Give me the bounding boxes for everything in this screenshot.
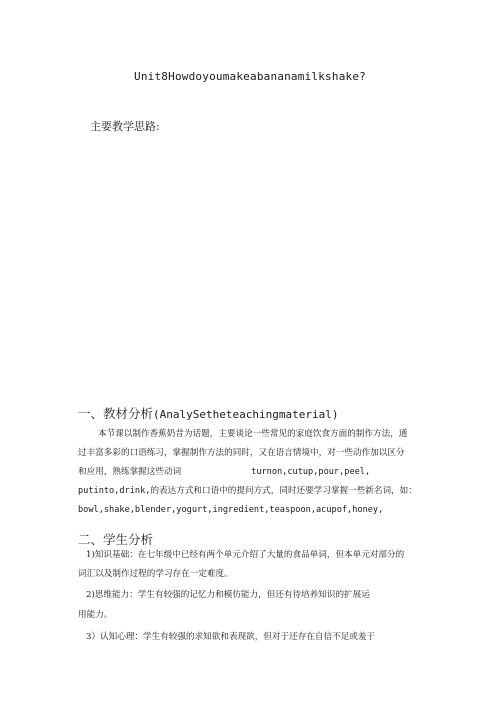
paragraph-line (78, 487, 417, 496)
section-heading-student-analysis: 二、学生分析 (78, 532, 154, 547)
paragraph-line: 2)思维能力：学生有较强的记忆力和模仿能力，但还有待培养知识的扩展运 (86, 590, 370, 600)
noun-list: bowl,shake,blender,yogurt,ingredient,teaspoon,acupof,honey, (78, 505, 384, 515)
paragraph-line: 用能力。 (78, 610, 113, 620)
paragraph-line: 词汇以及制作过程的学习存在一定难度。 (78, 569, 233, 579)
paragraph-line: 过丰富多彩的口语练习，掌握制作方法的同时，又在语言情境中，对一些动作加以区分 (78, 448, 405, 458)
paragraph-text-cn: 和应用，熟练掌握这些动词 (78, 467, 182, 477)
verb-list: turnon,cutup,pour,peel, (251, 467, 371, 477)
teaching-ideas-label: 主要教学思路: (90, 120, 160, 133)
paragraph-line (78, 468, 370, 477)
section-heading-english: (AnalySetheteachingmaterial) (153, 408, 339, 421)
document-title: Unit8Howdoyoumakeabananamilkshake? (134, 70, 366, 83)
section-heading-material-analysis (78, 404, 338, 422)
paragraph-text-cn: 的表达方式和口语中的提问方式，同时还要学习掌握一些新名词，如： (150, 486, 417, 496)
paragraph-line: 本节课以制作香蕉奶昔为话题，主要谈论一些常见的家庭饮食方面的制作方法，通 (98, 429, 408, 439)
verb-list-continued: putinto,drink, (78, 486, 151, 496)
paragraph-line: 3）认知心理：学生有较强的求知欲和表现欲，但对于还存在自信不足或羞于 (86, 632, 376, 642)
paragraph-line: 1)知识基础：在七年级中已经有两个单元介绍了大量的食品单词，但本单元对部分的 (86, 550, 405, 560)
section-heading-prefix: 一、教材分析 (78, 406, 154, 421)
